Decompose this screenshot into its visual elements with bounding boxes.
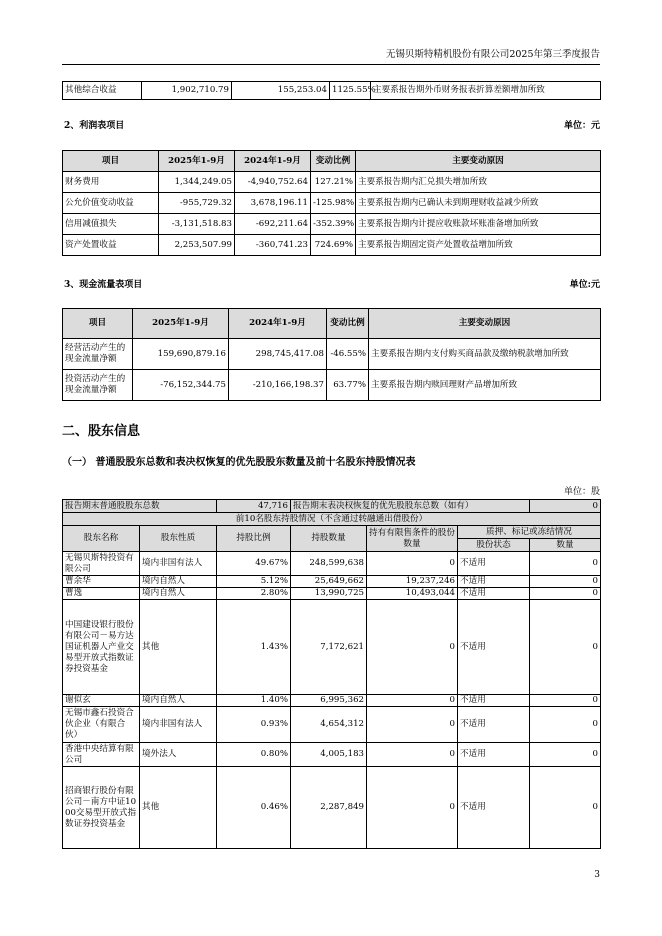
holder-qty: 13,990,725 [291,588,367,600]
item-cell: 财务费用 [63,172,159,193]
value-2025: 1,902,710.79 [142,82,232,100]
value-2025: -3,131,518.83 [159,214,235,235]
value-2025: 2,253,507.99 [159,235,235,256]
holder-ratio: 5.12% [217,576,291,588]
holder-status: 不适用 [458,707,530,743]
item-cell: 经营活动产生的现金流量净额 [63,339,133,370]
value-2024: -692,211.64 [235,214,311,235]
item-cell: 其他综合收益 [63,82,142,100]
holder-restricted: 0 [367,707,458,743]
holder-name: 曹余华 [63,576,140,588]
holder-restricted: 0 [367,600,458,695]
change-reason: 主要系报告期内汇兑损失增加所致 [356,172,601,193]
table-row [63,695,601,707]
section-title: 二、股东信息 [62,424,141,439]
col-2024: 2024年1-9月 [235,151,311,172]
holder-ratio: 1.40% [217,695,291,707]
table-row [63,500,601,513]
holder-nature: 其他 [140,767,217,849]
holder-name: 无锡市鑫石投资合伙企业（有限合伙） [63,707,140,743]
value-2024: -4,940,752.64 [235,172,311,193]
holder-qty: 248,599,638 [291,552,367,576]
change-ratio: 63.77% [327,370,369,401]
item-cell: 投资活动产生的现金流量净额 [63,370,133,401]
change-ratio: 127.21% [311,172,356,193]
page-number: 3 [594,870,600,880]
holder-nature: 境内自然人 [140,576,217,588]
col-restricted: 持有有限售条件的股份数量 [367,526,458,552]
holder-status: 不适用 [458,767,530,849]
holder-count: 0 [530,588,601,600]
value-2025: -76,152,344.75 [133,370,229,401]
top10-title: 前10名股东持股情况（不含通过转融通出借股份） [63,513,601,526]
table-row [63,513,601,526]
cash-table [62,308,601,401]
holder-count: 0 [530,600,601,695]
preferred-holders-value: 0 [530,500,601,513]
table-row [63,576,601,588]
holder-restricted: 0 [367,767,458,849]
change-reason: 主要系报告期内支付购买商品款及缴纳税款增加所致 [369,339,601,370]
holder-restricted: 0 [367,695,458,707]
value-2024: -210,166,198.37 [229,370,327,401]
holder-status: 不适用 [458,695,530,707]
col-ratio: 变动比例 [327,309,369,339]
holder-count: 0 [530,552,601,576]
holder-ratio: 2.80% [217,588,291,600]
col-reason: 主要变动原因 [369,309,601,339]
item-cell: 资产处置收益 [63,235,159,256]
header-rule [62,64,600,65]
holder-nature: 其他 [140,600,217,695]
holder-qty: 4,005,183 [291,743,367,767]
profit-heading: 2、利润表项目 [64,121,125,131]
holder-name: 谢似玄 [63,695,140,707]
col-name: 股东名称 [63,526,140,552]
change-reason: 主要系报告期内赎回理财产品增加所致 [369,370,601,401]
table-row [63,552,601,576]
change-ratio: 724.69% [311,235,356,256]
change-ratio: -46.55% [327,339,369,370]
cash-unit: 单位:元 [569,280,600,290]
change-reason: 主要系报告期内计提应收账款坏账准备增加所致 [356,214,601,235]
table-header-row [63,309,601,339]
table-row [63,588,601,600]
change-reason: 主要系报告期内已确认未到期理财收益减少所致 [356,193,601,214]
holder-status: 不适用 [458,600,530,695]
table-row [63,214,601,235]
holder-nature: 境外法人 [140,743,217,767]
table-row [63,707,601,743]
holder-name: 中国建设银行股份有限公司－易方达国证机器人产业交易型开放式指数证券投资基金 [63,600,140,695]
holder-ratio: 0.46% [217,767,291,849]
table-header-row [63,526,601,539]
table-row [63,743,601,767]
change-reason: 主要系报告期固定资产处置收益增加所致 [356,235,601,256]
table-row [63,172,601,193]
holder-restricted: 0 [367,552,458,576]
value-2025: -955,729.32 [159,193,235,214]
col-item: 项目 [63,309,133,339]
col-ratio: 变动比例 [311,151,356,172]
holder-name: 无锡贝斯特投资有限公司 [63,552,140,576]
col-status: 股份状态 [458,539,530,552]
value-2024: 3,678,196.11 [235,193,311,214]
table-header-row [63,151,601,172]
holder-nature: 境内非国有法人 [140,707,217,743]
table-row [63,600,601,695]
profit-table [62,150,601,256]
change-ratio: 1125.55% [330,82,371,100]
value-2024: 155,253.04 [232,82,330,100]
value-2025: 159,690,879.16 [133,339,229,370]
holder-count: 0 [530,707,601,743]
col-nature: 股东性质 [140,526,217,552]
table-row [63,767,601,849]
holder-qty: 7,172,621 [291,600,367,695]
col-2025: 2025年1-9月 [159,151,235,172]
item-cell: 公允价值变动收益 [63,193,159,214]
holder-ratio: 1.43% [217,600,291,695]
holder-nature: 境内非国有法人 [140,552,217,576]
section-subtitle: （一） 普通股股东总数和表决权恢复的优先股股东数量及前十名股东持股情况表 [62,457,416,468]
holder-ratio: 49.67% [217,552,291,576]
change-ratio: -352.39% [311,214,356,235]
holder-status: 不适用 [458,576,530,588]
holder-count: 0 [530,767,601,849]
value-2024: 298,745,417.08 [229,339,327,370]
col-ratio: 持股比例 [217,526,291,552]
value-2024: -360,741.23 [235,235,311,256]
col-qty: 持股数量 [291,526,367,552]
holder-ratio: 0.80% [217,743,291,767]
holder-count: 0 [530,576,601,588]
holder-status: 不适用 [458,743,530,767]
preferred-holders-label: 报告期末表决权恢复的优先股股东总数（如有） [291,500,530,513]
table-row [63,82,601,100]
profit-unit: 单位：元 [563,121,600,131]
holder-qty: 2,287,849 [291,767,367,849]
col-2024: 2024年1-9月 [229,309,327,339]
holder-name: 招商银行股份有限公司－南方中证1000交易型开放式指数证券投资基金 [63,767,140,849]
table-row [63,193,601,214]
holder-qty: 6,995,362 [291,695,367,707]
total-holders-value: 47,716 [217,500,291,513]
holder-status: 不适用 [458,588,530,600]
cash-heading: 3、现金流量表项目 [64,280,143,290]
holder-nature: 境内自然人 [140,588,217,600]
holder-count: 0 [530,743,601,767]
col-pledge: 质押、标记或冻结情况 [458,526,601,539]
value-2025: 1,344,249.05 [159,172,235,193]
shareholders-table [62,499,601,849]
other-income-table [62,81,601,100]
holder-count: 0 [530,695,601,707]
holder-restricted: 0 [367,743,458,767]
holder-qty: 4,654,312 [291,707,367,743]
holder-restricted: 19,237,246 [367,576,458,588]
col-reason: 主要变动原因 [356,151,601,172]
col-item: 项目 [63,151,159,172]
table-row [63,339,601,370]
page-header: 无锡贝斯特精机股份有限公司2025年第三季度报告 [385,49,600,60]
col-2025: 2025年1-9月 [133,309,229,339]
table-row [63,235,601,256]
change-reason: 主要系报告期外币财务报表折算差额增加所致 [371,82,601,100]
change-ratio: -125.98% [311,193,356,214]
shares-unit: 单位：股 [563,487,600,497]
col-count: 数量 [530,539,601,552]
holder-status: 不适用 [458,552,530,576]
total-holders-label: 报告期末普通股股东总数 [63,500,217,513]
holder-ratio: 0.93% [217,707,291,743]
item-cell: 信用减值损失 [63,214,159,235]
holder-name: 曹逸 [63,588,140,600]
holder-restricted: 10,493,044 [367,588,458,600]
table-row [63,370,601,401]
holder-nature: 境内自然人 [140,695,217,707]
holder-qty: 25,649,662 [291,576,367,588]
holder-name: 香港中央结算有限公司 [63,743,140,767]
